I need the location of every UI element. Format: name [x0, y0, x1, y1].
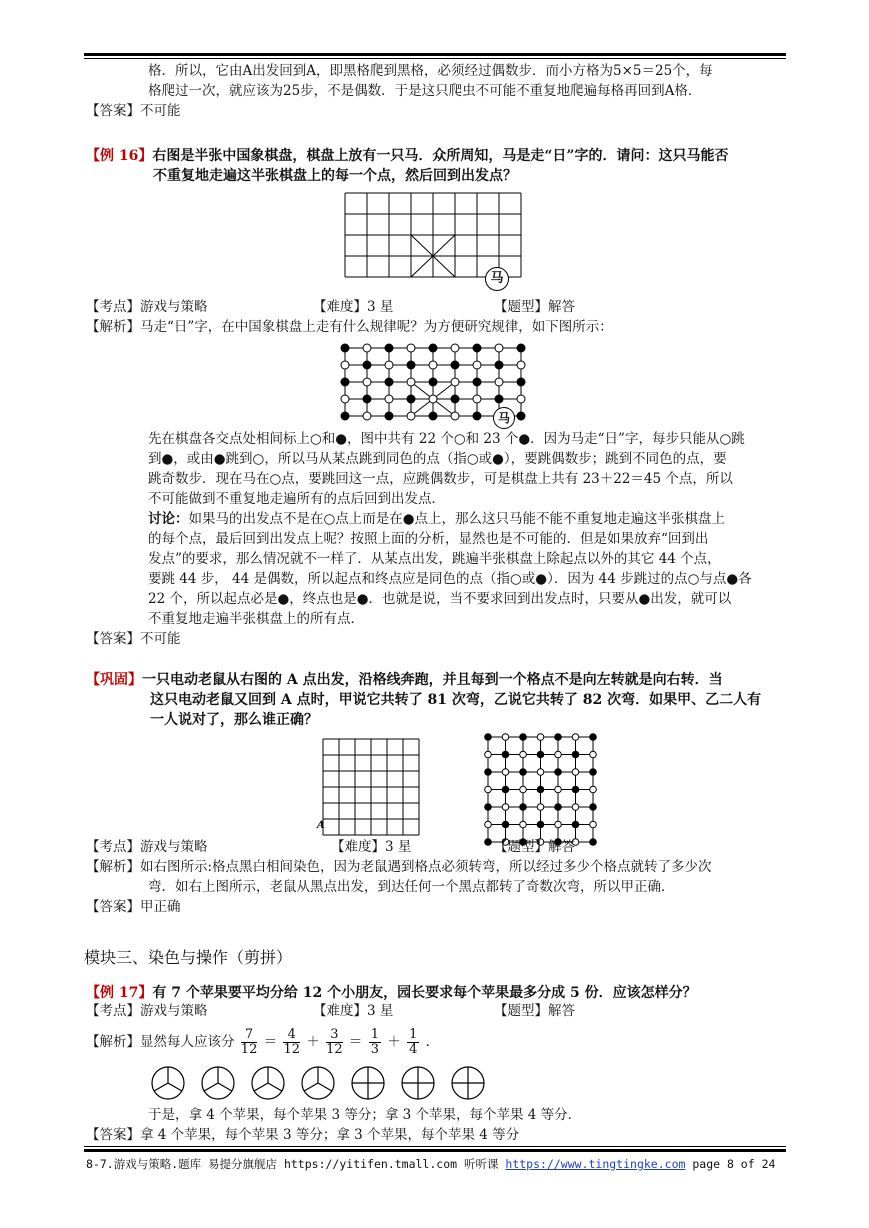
white-point — [451, 344, 459, 352]
footer-rule-thick — [84, 1149, 786, 1152]
ex17-nandu: 【难度】3 星 — [313, 1003, 394, 1019]
white-point — [517, 361, 525, 369]
fraction-4-12: $\frac{4}{12}$ — [283, 1027, 300, 1057]
ex16-para-1: 先在棋盘各交点处相间标上○和●，图中共有 22 个○和 23 个●．因为马走“日”字，每步只能从○跳 — [148, 431, 745, 447]
ex16-discuss-3: 发点”的要求，那么情况就不一样了．从某点出发，跳遍半张棋盘上除起点以外的其它 44 个点， — [148, 551, 721, 567]
black-point — [385, 412, 393, 420]
black-point — [485, 769, 492, 776]
black-point — [385, 344, 393, 352]
ex16-discuss-5: 22 个，所以起点必是●，终点也是●．也就是说，当不要求回到出发点时，只要从●出发，就可以 — [148, 591, 732, 607]
white-point — [495, 344, 503, 352]
white-point — [537, 734, 544, 741]
gonggu-kaodian: 【考点】游戏与策略 — [86, 839, 208, 855]
black-point — [517, 378, 525, 386]
white-point — [485, 821, 492, 828]
apple-division-figure — [148, 1064, 498, 1104]
black-point — [502, 821, 509, 828]
white-point — [385, 361, 393, 369]
white-point — [502, 804, 509, 811]
black-point — [555, 734, 562, 741]
black-point — [517, 412, 525, 420]
ex16-discuss-2: 的每个点，最后回到出发点上呢？按照上面的分析，显然也是不可能的．但是如果放弃“回到出 — [148, 531, 709, 547]
horse-piece-2: 马 — [493, 407, 515, 429]
ex16-jiexi: 【解析】马走“日”字，在中国象棋盘上走有什么规律呢？为方便研究规律，如下图所示： — [86, 319, 613, 335]
white-point — [451, 378, 459, 386]
white-point — [590, 821, 597, 828]
header-rule-thin — [84, 58, 786, 59]
white-point — [572, 804, 579, 811]
black-point — [429, 378, 437, 386]
black-point — [407, 361, 415, 369]
black-point — [485, 804, 492, 811]
white-point — [520, 821, 527, 828]
intro-line-1: 格．所以，它由A出发回到A，即黑格爬到黑格，必须经过偶数步．而小方格为5×5＝25个，每 — [148, 63, 713, 79]
ex16-tixing: 【题型】解答 — [494, 299, 575, 315]
white-point — [485, 751, 492, 758]
black-point — [363, 395, 371, 403]
black-point — [407, 395, 415, 403]
gonggu-tag: 【巩固】 — [86, 672, 142, 688]
black-point — [572, 786, 579, 793]
ex16-discuss-6: 不重复地走遍半张棋盘上的所有点． — [148, 611, 364, 627]
ex16-nandu: 【难度】3 星 — [313, 299, 394, 315]
ex16-para-4: 不可能做到不重复地走遍所有的点后回到出发点． — [148, 491, 445, 507]
ex16-discuss-4: 要跳 44 步， 44 是偶数，所以起点和终点应是同色的点（指○或●）．因为 44 步跳过的点○与点●各 — [148, 571, 752, 587]
gonggu-nandu: 【难度】3 星 — [331, 839, 412, 855]
ex16-answer: 【答案】不可能 — [86, 631, 181, 647]
gonggu-question-line-2: 这只电动老鼠又回到 A 点时，甲说它共转了 81 次弯，乙说它共转了 82 次弯．如果甲、乙二人有 — [150, 692, 762, 708]
black-point — [485, 839, 492, 846]
ex17-tixing: 【题型】解答 — [494, 1003, 575, 1019]
white-point — [363, 344, 371, 352]
black-point — [502, 786, 509, 793]
ex16-para-3: 跳奇数步．现在马在○点，要跳回这一点，应跳偶数步，可是棋盘上共有 23＋22＝45 个点，所以 — [148, 471, 733, 487]
black-point — [341, 344, 349, 352]
ex17-question: 【例 17】有 7 个苹果要平均分给 12 个小朋友，园长要求每个苹果最多分成 5 份．应该怎样分？ — [86, 985, 697, 1001]
gonggu-question-line-1: 【巩固】一只电动老鼠从右图的 A 点出发，沿格线奔跑，并且每到一个格点不是向左转就是向右转．当 — [86, 672, 723, 688]
fraction-1-3: $\frac{1}{3}$ — [370, 1027, 379, 1057]
module3-title: 模块三、染色与操作（剪拼） — [84, 948, 293, 967]
white-point — [590, 786, 597, 793]
intro-line-2: 格爬过一次，就应该为25步，不是偶数．于是这只爬虫不可能不重复地爬遍每格再回到A格． — [148, 83, 702, 99]
footer-rule-thin — [84, 1146, 786, 1147]
black-point — [590, 769, 597, 776]
black-point — [537, 751, 544, 758]
black-point — [520, 734, 527, 741]
black-point — [473, 412, 481, 420]
ex16-tag: 【例 16】 — [86, 148, 153, 164]
mouse-grid — [322, 738, 422, 838]
black-point — [485, 734, 492, 741]
footer-link[interactable]: https://www.tingtingke.com — [505, 1157, 686, 1171]
black-point — [429, 344, 437, 352]
white-point — [520, 751, 527, 758]
gonggu-tixing: 【题型】解答 — [494, 839, 575, 855]
gonggu-jiexi-1: 【解析】如右图所示:格点黑白相间染色，因为老鼠遇到格点必须转弯，所以经过多少个格点就转了多少次 — [86, 859, 712, 875]
ex16-para-2: 到●，或由●跳到○，所以马从某点跳到同色的点（指○或●），要跳偶数步；跳到不同色的点，要 — [148, 451, 727, 467]
black-point — [451, 395, 459, 403]
white-point — [555, 786, 562, 793]
white-point — [341, 361, 349, 369]
black-point — [473, 344, 481, 352]
white-point — [451, 412, 459, 420]
black-point — [537, 821, 544, 828]
white-point — [485, 786, 492, 793]
black-point — [473, 378, 481, 386]
white-point — [407, 378, 415, 386]
fraction-1-4: $\frac{1}{4}$ — [409, 1027, 418, 1057]
black-point — [451, 361, 459, 369]
white-point — [537, 804, 544, 811]
white-point — [407, 344, 415, 352]
horse-piece: 马 — [485, 267, 509, 291]
white-point — [473, 361, 481, 369]
white-point — [473, 395, 481, 403]
white-point — [495, 378, 503, 386]
black-point — [385, 378, 393, 386]
white-point — [341, 395, 349, 403]
black-point — [341, 412, 349, 420]
mouse-grid-colored — [485, 735, 595, 835]
white-point — [555, 751, 562, 758]
white-point — [502, 734, 509, 741]
header-rule-thick — [84, 53, 786, 56]
ex17-tag: 【例 17】 — [86, 985, 153, 1001]
intro-answer — [86, 102, 181, 121]
ex16-question-line-2: 不重复地走遍这半张棋盘上的每一个点，然后回到出发点？ — [153, 168, 517, 184]
white-point — [537, 769, 544, 776]
black-point — [502, 751, 509, 758]
black-point — [429, 412, 437, 420]
answer-label: 【答案】 — [86, 103, 140, 119]
ex17-conclusion: 于是，拿 4 个苹果，每个苹果 3 等分；拿 3 个苹果，每个苹果 4 等分． — [148, 1107, 582, 1123]
black-point — [341, 378, 349, 386]
fraction-3-12: $\frac{3}{12}$ — [326, 1027, 343, 1057]
black-point — [572, 821, 579, 828]
page-footer: 8-7.游戏与策略.题库 易提分旗舰店 https://yitifen.tmall.com 听听课 https://www.tingtingke.com page 8 of 24 — [86, 1157, 776, 1171]
black-point — [555, 769, 562, 776]
white-point — [555, 821, 562, 828]
black-point — [520, 804, 527, 811]
white-point — [590, 751, 597, 758]
black-point — [590, 734, 597, 741]
ex17-kaodian: 【考点】游戏与策略 — [86, 1003, 208, 1019]
black-point — [363, 361, 371, 369]
white-point — [363, 412, 371, 420]
black-point — [520, 769, 527, 776]
white-point — [363, 378, 371, 386]
black-point — [495, 361, 503, 369]
black-point — [495, 395, 503, 403]
white-point — [429, 361, 437, 369]
black-point — [555, 804, 562, 811]
white-point — [502, 769, 509, 776]
black-point — [572, 751, 579, 758]
black-point — [537, 786, 544, 793]
white-point — [407, 412, 415, 420]
gonggu-jiexi-2: 弯．如右上图所示，老鼠从黑点出发，到达任何一个黑点都转了奇数次弯，所以甲正确． — [148, 879, 675, 895]
black-point — [590, 839, 597, 846]
white-point — [517, 395, 525, 403]
white-point — [572, 769, 579, 776]
ex16-question-line-1: 【例 16】右图是半张中国象棋盘，棋盘上放有一只马．众所周知，马是走“日”字的．请问：这只马能否 — [86, 148, 729, 164]
ex16-kaodian: 【考点】游戏与策略 — [86, 299, 208, 315]
white-point — [385, 395, 393, 403]
gonggu-question-line-3: 一人说对了，那么谁正确？ — [150, 712, 318, 728]
black-point — [590, 804, 597, 811]
black-point — [517, 344, 525, 352]
ex17-jiexi: 【解析】显然每人应该分 $\frac{7}{12}$ ＝ $\frac{4}{12}$ ＋ $\frac{3}{12}$ ＝ $\frac{1}{3}$ ＋ $\frac{1}{4}$ ． — [86, 1027, 440, 1057]
gonggu-answer: 【答案】甲正确 — [86, 899, 181, 915]
fraction-7-12: $\frac{7}{12}$ — [240, 1027, 258, 1057]
white-point — [520, 786, 527, 793]
point-a-label: A — [317, 820, 325, 831]
ex17-answer: 【答案】拿 4 个苹果，每个苹果 3 等分；拿 3 个苹果，每个苹果 4 等分 — [86, 1127, 520, 1143]
white-point — [429, 395, 437, 403]
answer-text: 不可能 — [140, 103, 181, 119]
ex16-discuss-1: 讨论：如果马的出发点不是在○点上而是在●点上，那么这只马能不能不重复地走遍这半张棋盘上 — [148, 511, 726, 527]
white-point — [572, 734, 579, 741]
